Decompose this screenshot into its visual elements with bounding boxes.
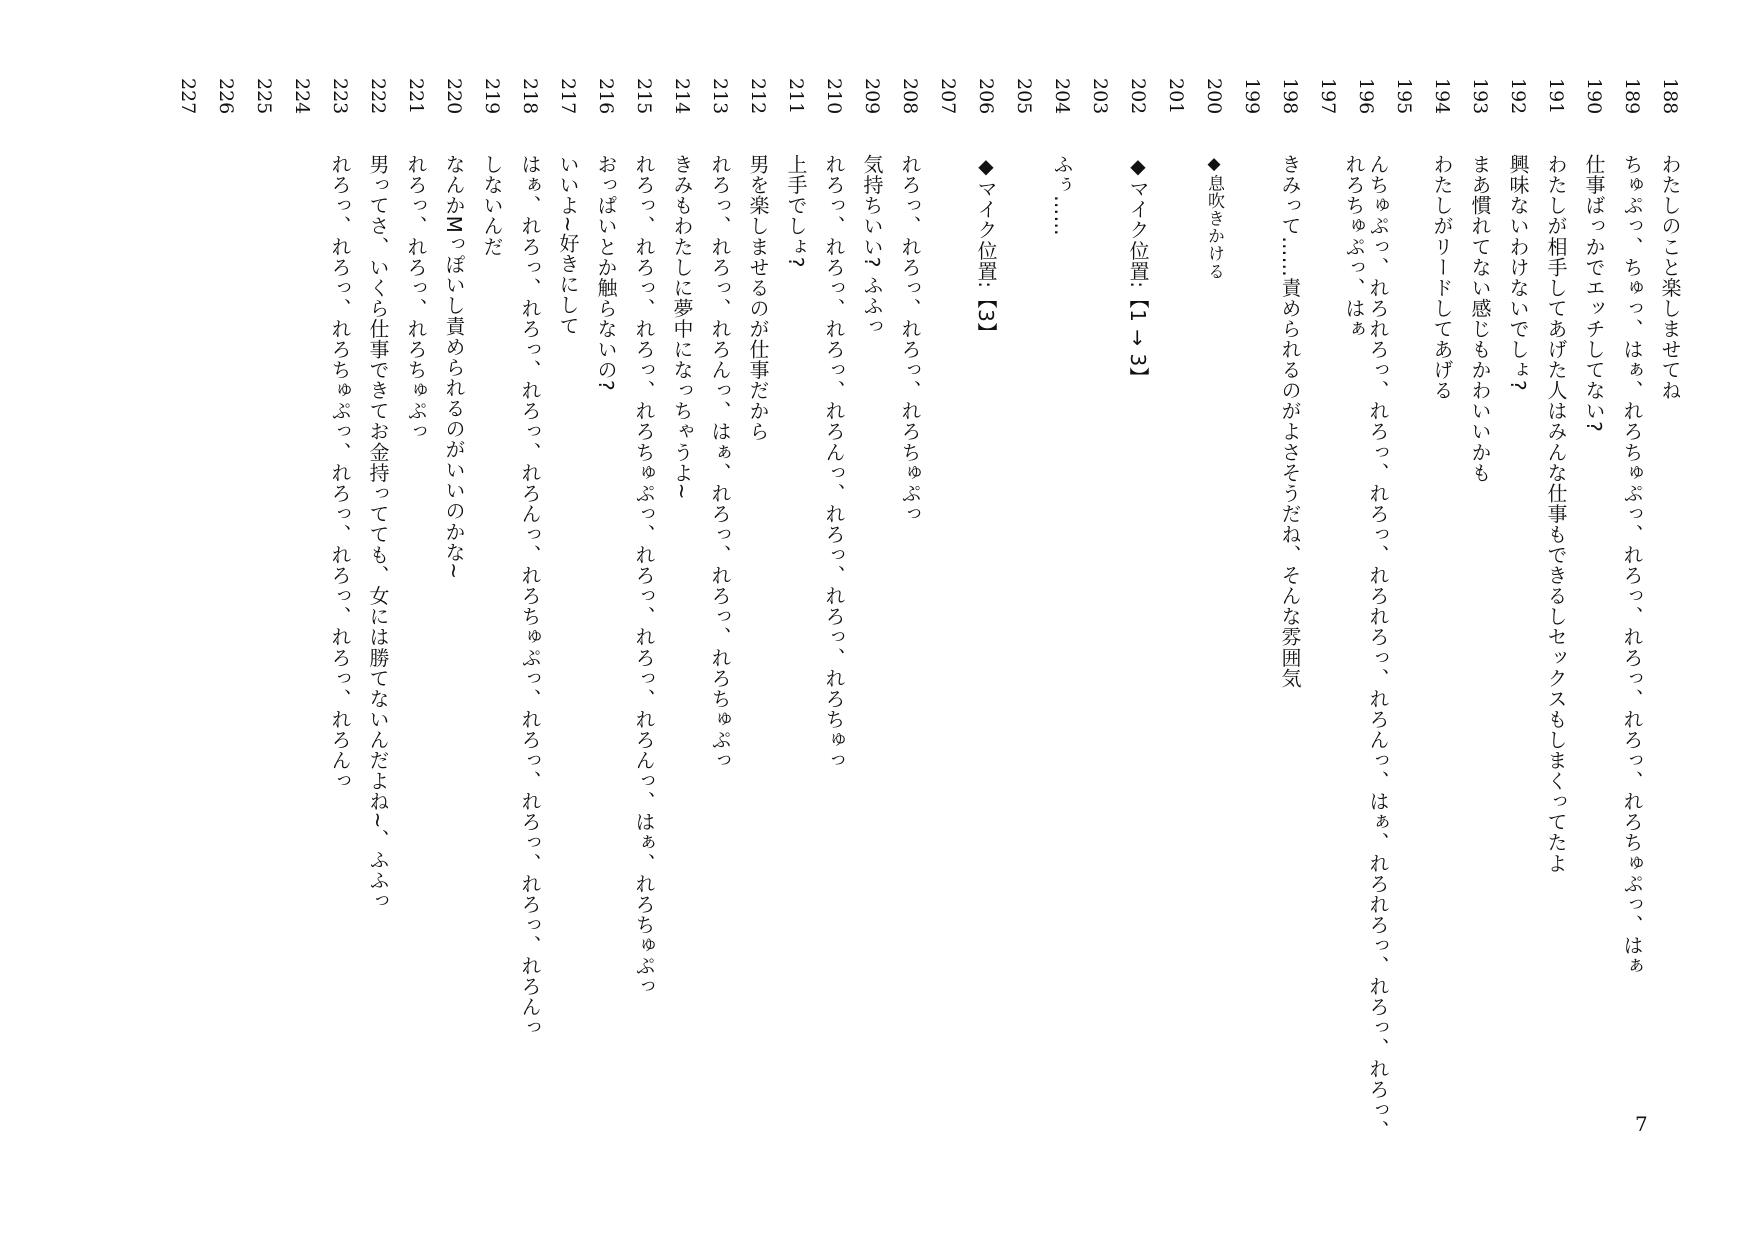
line-text: きみもわたしに夢中になっちゃうよ~: [670, 154, 694, 501]
line-text: んちゅぷっ、れろれろっ、れろっ、れろっ、れろれろっ、れろんっ、はぁ、れろれろっ、れろっ、れろっ、れろちゅぷっ、はぁ: [1342, 154, 1390, 1141]
script-line: [1271, 78, 1309, 1154]
script-line: [625, 78, 663, 1154]
script-line: [511, 78, 549, 1154]
line-number: 226: [215, 78, 237, 115]
script-body: [169, 78, 1689, 1198]
script-line: [1342, 78, 1390, 1154]
line-number: 193: [1469, 78, 1491, 115]
line-text: わたしのこと楽しませてね: [1658, 154, 1682, 401]
line-number: 195: [1393, 78, 1415, 115]
line-number: 198: [1279, 78, 1301, 115]
line-text: れろっ、れろっ、れろっ、れろんっ、れろっ、れろっ、れろちゅっ: [822, 154, 846, 771]
line-text: れろっ、れろっ、れろちゅぷっ、れろっ、れろっ、れろっ、れろんっ: [328, 154, 352, 792]
line-number: 208: [899, 78, 921, 115]
line-text: ふぅ……: [1050, 154, 1074, 237]
line-number: 204: [1051, 78, 1073, 115]
line-number: 224: [291, 78, 313, 115]
script-line: [207, 78, 245, 1154]
script-line: [663, 78, 701, 1154]
script-line: [473, 78, 511, 1154]
line-number: 207: [937, 78, 959, 115]
line-number: 203: [1089, 78, 1111, 115]
line-text: れろっ、れろっ、れろちゅぷっ: [404, 154, 428, 442]
line-number: 188: [1659, 78, 1681, 115]
line-number: 218: [519, 78, 541, 115]
line-text: きみって……責められるのがよさそうだね、そんな雰囲気: [1278, 154, 1302, 689]
script-line: [1005, 78, 1043, 1154]
script-line: [1195, 78, 1233, 1154]
page-number: 7: [1635, 1112, 1648, 1136]
script-line: [1385, 78, 1423, 1154]
line-text: おっぱいとか触らないの?: [594, 154, 618, 392]
script-line: [1043, 78, 1081, 1154]
line-number: 191: [1545, 78, 1567, 115]
line-number: 202: [1127, 78, 1149, 115]
line-number: 216: [595, 78, 617, 115]
script-line: [283, 78, 321, 1154]
line-text: まあ慣れてない感じもかわいいかも: [1468, 154, 1492, 483]
line-number: 189: [1621, 78, 1643, 115]
script-line: [1461, 78, 1499, 1154]
line-number: 201: [1165, 78, 1187, 115]
line-text: ちゅぷっ、ちゅっ、はぁ、れろちゅぷっ、れろっ、れろっ、れろっ、れろちゅぷっ、はぁ: [1620, 154, 1644, 976]
line-number: 221: [405, 78, 427, 115]
script-line: [169, 78, 207, 1154]
line-number: 192: [1507, 78, 1529, 115]
script-line: [853, 78, 891, 1154]
line-text: 男ってさ、いくら仕事できてお金持ってても、女には勝てないんだよね~、ふふっ: [366, 154, 390, 912]
line-number: 200: [1203, 78, 1225, 115]
script-line: [1537, 78, 1575, 1154]
script-line: [1119, 78, 1157, 1154]
line-number: 211: [785, 78, 807, 115]
line-text: 興味ないわけないでしょ?: [1506, 154, 1530, 392]
script-line: [739, 78, 777, 1154]
line-number: 215: [633, 78, 655, 115]
script-line: [359, 78, 397, 1154]
line-number: 212: [747, 78, 769, 115]
line-number: 194: [1431, 78, 1453, 115]
script-line: [1575, 78, 1613, 1154]
script-line: [549, 78, 587, 1154]
script-line: [1233, 78, 1271, 1154]
line-text: 男を楽しませるのが仕事だから: [746, 154, 770, 442]
script-line: [929, 78, 967, 1154]
line-number: 223: [329, 78, 351, 115]
line-number: 190: [1583, 78, 1605, 115]
line-number: 210: [823, 78, 845, 115]
line-number: 197: [1317, 78, 1339, 115]
line-text: わたしがリードしてあげる: [1430, 154, 1454, 401]
line-text: いいよ~好きにして: [556, 154, 580, 336]
script-line: [587, 78, 625, 1154]
script-line: [701, 78, 739, 1154]
line-text: れろっ、れろっ、れろっ、れろちゅぷっ: [898, 154, 922, 524]
mic-position-note: ◆マイク位置:【1 → 3】: [1126, 154, 1150, 388]
line-number: 227: [177, 78, 199, 115]
line-text: 上手でしょ?: [784, 154, 808, 268]
script-line: [397, 78, 435, 1154]
stage-direction: ◆息吹きかける: [1204, 154, 1224, 280]
line-text: しないんだ: [480, 154, 504, 257]
line-text: はぁ、れろっ、れろっ、れろっ、れろんっ、れろちゅぷっ、れろっ、れろっ、れろっ、れろんっ: [518, 154, 542, 1038]
line-number: 217: [557, 78, 579, 115]
line-text: わたしが相手してあげた人はみんな仕事もできるしセックスもしまくってたよ: [1544, 154, 1568, 874]
script-line: [245, 78, 283, 1154]
line-number: 222: [367, 78, 389, 115]
line-number: 220: [443, 78, 465, 115]
script-line: [1651, 78, 1689, 1154]
line-number: 225: [253, 78, 275, 115]
line-text: れろっ、れろっ、れろんっ、はぁ、れろっ、れろっ、れろちゅぷっ: [708, 154, 732, 771]
script-line: [1423, 78, 1461, 1154]
line-text: 仕事ばっかでエッチしてない?: [1582, 154, 1606, 433]
line-number: 214: [671, 78, 693, 115]
line-text: 気持ちいい? ふふっ: [860, 154, 884, 337]
line-text: なんかMっぽいし責められるのがいいのかな~: [442, 154, 466, 580]
line-number: 219: [481, 78, 503, 115]
mic-position-note: ◆マイク位置:【3】: [974, 154, 998, 343]
script-line: [435, 78, 473, 1154]
line-text: れろっ、れろっ、れろっ、れろちゅぷっ、れろっ、れろっ、れろんっ、はぁ、れろちゅぷっ: [632, 154, 656, 997]
script-line: [777, 78, 815, 1154]
line-number: 209: [861, 78, 883, 115]
line-number: 213: [709, 78, 731, 115]
script-line: [891, 78, 929, 1154]
line-number: 196: [1355, 78, 1377, 115]
line-number: 199: [1241, 78, 1263, 115]
line-number: 206: [975, 78, 997, 115]
script-line: [321, 78, 359, 1154]
script-line: [1157, 78, 1195, 1154]
script-line: [1081, 78, 1119, 1154]
script-line: [967, 78, 1005, 1154]
script-line: [815, 78, 853, 1154]
script-line: [1499, 78, 1537, 1154]
script-line: [1613, 78, 1651, 1154]
line-number: 205: [1013, 78, 1035, 115]
